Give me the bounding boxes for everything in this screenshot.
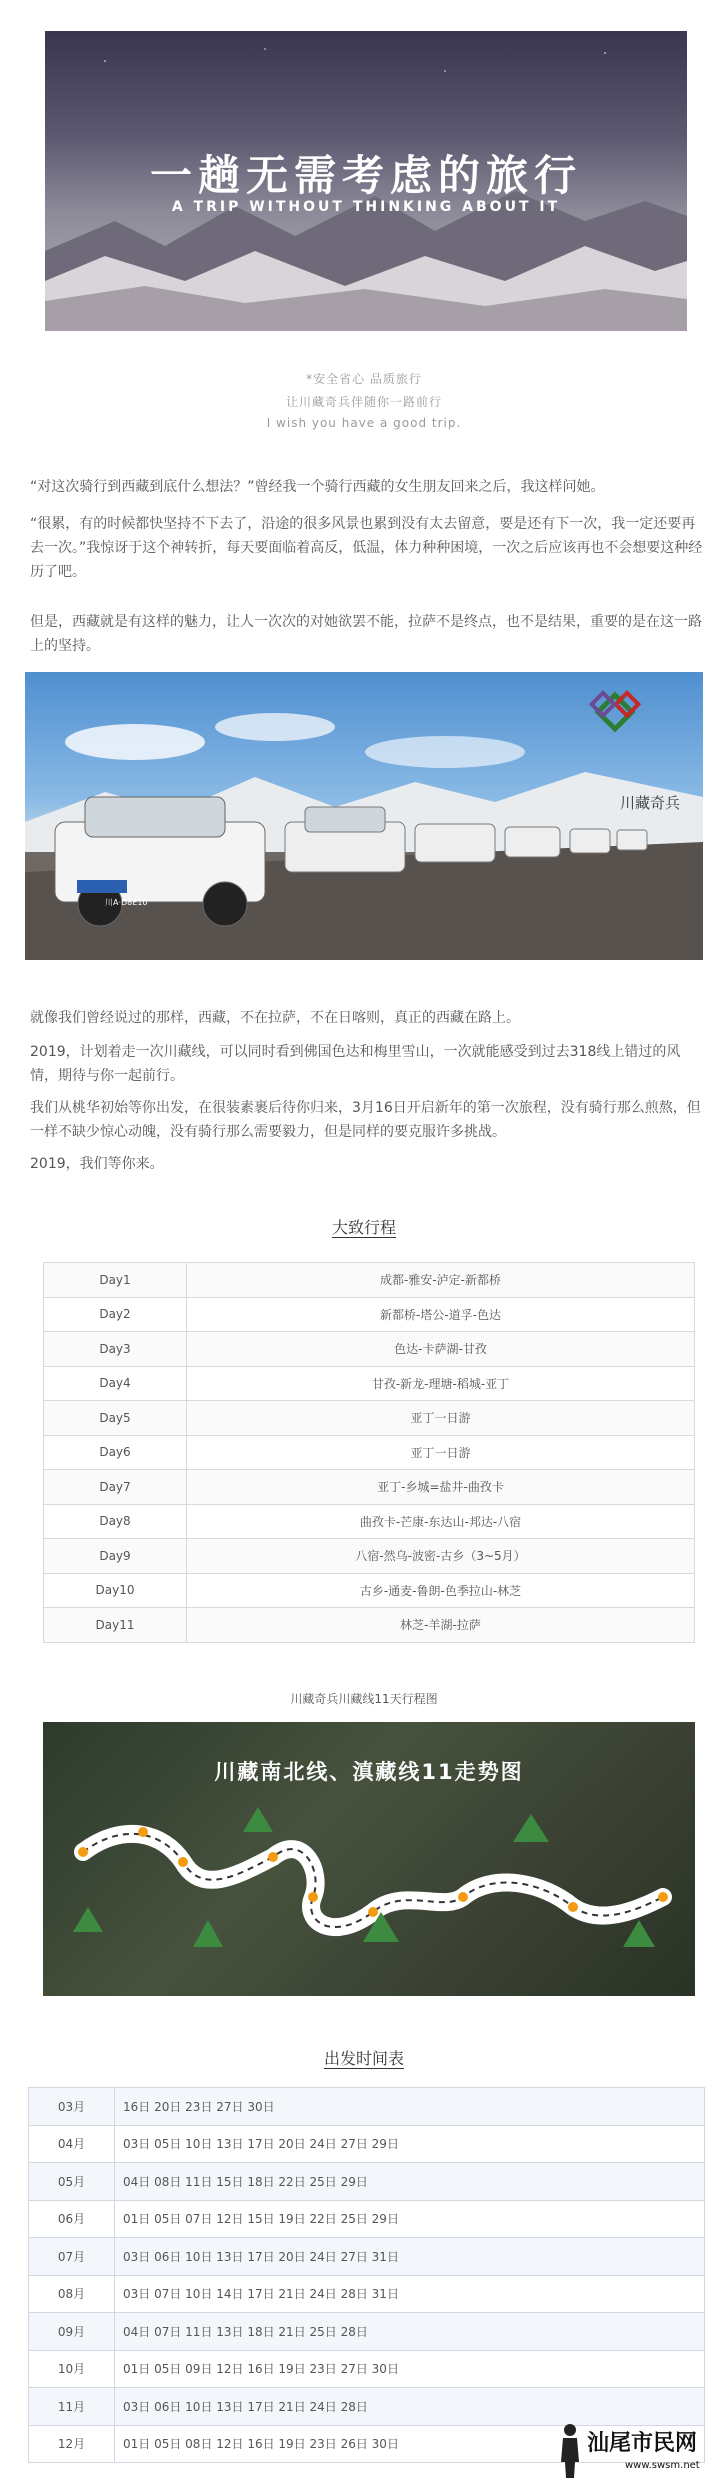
schedule-month: 12月 [29,2425,115,2463]
itinerary-row [44,1297,695,1332]
itinerary-row [44,1332,695,1367]
body-paragraph-3: 我们从桃华初始等你出发，在很装素裹后待你归来，3月16日开启新年的第一次旅程，没有骑行那么煎熬，但一样不缺少惊心动魄，没有骑行那么需要毅力，但是同样的要克服许多挑战。 [30,1100,701,1140]
itinerary-day: Day7 [44,1470,187,1505]
body-paragraph-1: 就像我们曾经说过的那样，西藏，不在拉萨，不在日喀则，真正的西藏在路上。 [30,1010,520,1026]
schedule-month: 03月 [29,2088,115,2126]
itinerary-row [44,1401,695,1436]
itinerary-row [44,1470,695,1505]
itinerary-title: 大致行程 [331,1218,396,1237]
figure-silhouette-icon [555,2420,585,2480]
itinerary-day: Day4 [44,1366,187,1401]
tagline-line3: I wish you have a good trip. [266,416,462,430]
hero-title: 一趟无需考虑的旅行 [149,151,582,200]
itinerary-route: 八宿-然乌-波密-古乡（3~5月） [187,1539,695,1574]
intro-paragraph-1: “对这次骑行到西藏到底什么想法？”曾经我一个骑行西藏的女生朋友回来之后，我这样问她。 [30,479,605,495]
itinerary-day: Day1 [44,1263,187,1298]
schedule-month: 10月 [29,2350,115,2388]
schedule-row [29,2125,705,2163]
itinerary-route: 林芝-羊湖-拉萨 [187,1608,695,1643]
itinerary-day: Day2 [44,1297,187,1332]
schedule-dates: 03日 07日 10日 14日 17日 21日 24日 28日 31日 [115,2275,705,2313]
itinerary-route: 成都-雅安-泸定-新都桥 [187,1263,695,1298]
itinerary-row [44,1573,695,1608]
route-map [43,1722,695,1996]
hero-banner [45,31,687,331]
itinerary-table [43,1262,695,1643]
schedule-month: 06月 [29,2200,115,2238]
itinerary-row [44,1539,695,1574]
itinerary-day: Day10 [44,1573,187,1608]
site-watermark [555,2420,725,2480]
schedule-row [29,2275,705,2313]
schedule-dates: 04日 07日 11日 13日 18日 21日 25日 28日 [115,2313,705,2351]
itinerary-route: 新都桥-塔公-道孚-色达 [187,1297,695,1332]
schedule-month: 07月 [29,2238,115,2276]
schedule-dates: 03日 06日 10日 13日 17日 21日 24日 28日 [115,2388,705,2426]
itinerary-row [44,1504,695,1539]
schedule-dates: 01日 05日 09日 12日 16日 19日 23日 27日 30日 [115,2350,705,2388]
brand-logo-text: 川藏奇兵 [620,794,681,812]
schedule-row [29,2163,705,2201]
schedule-row [29,2088,705,2126]
itinerary-day: Day9 [44,1539,187,1574]
body-paragraph-4: 2019，我们等你来。 [30,1156,164,1172]
license-plate: 川A·D8E10 [105,898,148,907]
itinerary-route: 亚丁一日游 [187,1401,695,1436]
itinerary-route: 亚丁-乡城=盐井-曲孜卡 [187,1470,695,1505]
itinerary-day: Day6 [44,1435,187,1470]
schedule-dates: 04日 08日 11日 15日 18日 22日 25日 29日 [115,2163,705,2201]
schedule-row [29,2238,705,2276]
schedule-row [29,2350,705,2388]
itinerary-route: 古乡-通麦-鲁朗-色季拉山-林芝 [187,1573,695,1608]
body-paragraph-2: 2019，计划着走一次川藏线，可以同时看到佛国色达和梅里雪山，一次就能感受到过去318线上错过的风情，期待与你一起前行。 [30,1044,681,1084]
convoy-illustration [25,672,703,960]
schedule-dates: 03日 05日 10日 13日 17日 20日 24日 27日 29日 [115,2125,705,2163]
schedule-row [29,2200,705,2238]
schedule-row [29,2313,705,2351]
schedule-dates: 16日 20日 23日 27日 30日 [115,2088,705,2126]
itinerary-route: 曲孜卡-芒康-东达山-邦达-八宿 [187,1504,695,1539]
itinerary-row [44,1435,695,1470]
schedule-month: 09月 [29,2313,115,2351]
car-convoy-photo [25,672,703,960]
itinerary-route: 色达-卡萨湖-甘孜 [187,1332,695,1367]
itinerary-day: Day5 [44,1401,187,1436]
schedule-month: 04月 [29,2125,115,2163]
schedule-month: 11月 [29,2388,115,2426]
tagline-line2: 让川藏奇兵伴随你一路前行 [285,395,442,409]
schedule-title: 出发时间表 [323,2049,404,2068]
schedule-dates: 03日 06日 10日 13日 17日 20日 24日 27日 31日 [115,2238,705,2276]
departure-schedule-table [28,2087,705,2463]
itinerary-day: Day8 [44,1504,187,1539]
itinerary-day: Day3 [44,1332,187,1367]
map-title: 川藏南北线、滇藏线11走势图 [214,1760,524,1784]
brand-logo [592,693,639,729]
map-caption: 川藏奇兵川藏线11天行程图 [290,1692,438,1706]
schedule-month: 08月 [29,2275,115,2313]
schedule-month: 05月 [29,2163,115,2201]
watermark-text: 汕尾市民网 [587,2430,698,2456]
schedule-dates: 01日 05日 07日 12日 15日 19日 22日 25日 29日 [115,2200,705,2238]
tagline-line1: *安全省心 品质旅行 [306,372,422,386]
hero-subtitle: A TRIP WITHOUT THINKING ABOUT IT [171,199,561,215]
watermark-url: www.swsm.net [625,2460,700,2471]
itinerary-row [44,1366,695,1401]
intro-paragraph-2: “很累，有的时候都快坚持不下去了，沿途的很多风景也累到没有太去留意，要是还有下一次，我一定还要再去一次。”我惊讶于这个神转折，每天要面临着高反，低温，体力种种困境，一次之后应该再也不会想要这种经历了吧。 [30,516,703,580]
itinerary-route: 甘孜-新龙-理塘-稻城-亚丁 [187,1366,695,1401]
itinerary-route: 亚丁一日游 [187,1435,695,1470]
itinerary-day: Day11 [44,1608,187,1643]
intro-paragraph-3: 但是，西藏就是有这样的魅力，让人一次次的对她欲罢不能，拉萨不是终点，也不是结果，重要的是在这一路上的坚持。 [30,614,702,654]
itinerary-row [44,1263,695,1298]
itinerary-row [44,1608,695,1643]
schedule-dates: 01日 05日 08日 12日 16日 19日 23日 26日 30日 [115,2425,705,2463]
